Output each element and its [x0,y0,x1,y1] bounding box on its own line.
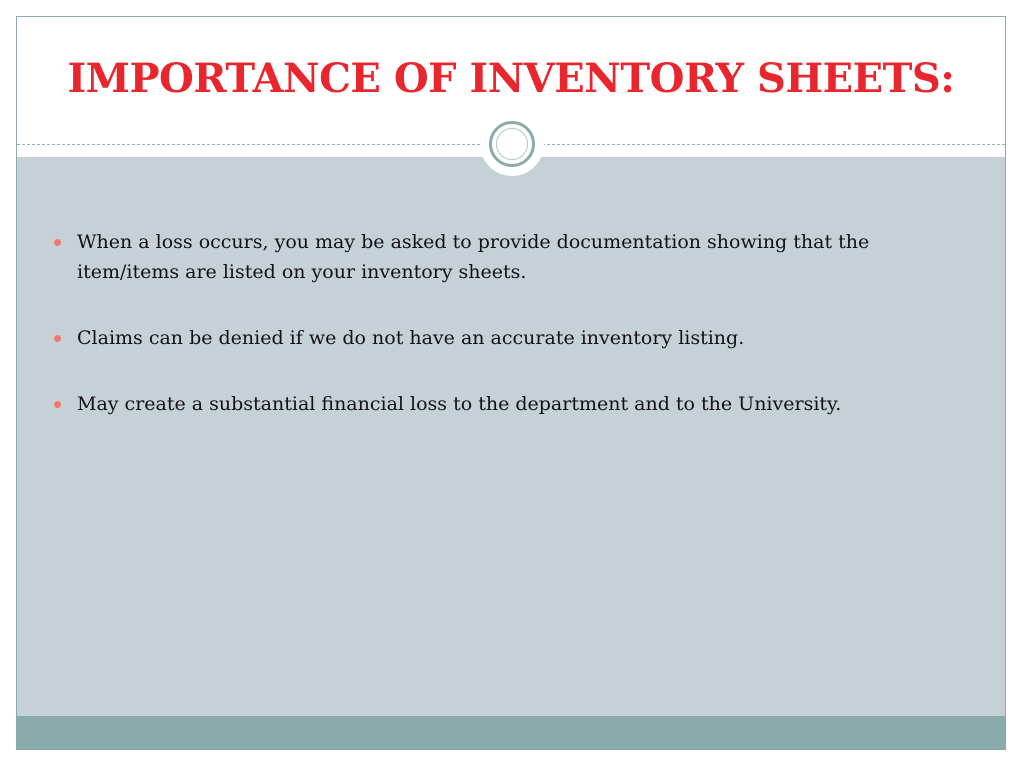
circle-ornament-icon [480,112,544,176]
bullet-item [53,227,973,287]
bullet-dot-icon [54,401,61,408]
bullet-dot-icon [54,239,61,246]
bullet-text: When a loss occurs, you may be asked to provide documentation showing that the item/items are listed on your inventory sheets. [77,231,870,283]
bullet-item [53,323,973,353]
ornament-ring [489,121,535,167]
ornament-inner-ring [496,128,528,160]
slide-title: IMPORTANCE OF INVENTORY SHEETS: [67,55,955,102]
slide [16,16,1006,750]
bullet-item [53,389,973,419]
bullet-text: May create a substantial financial loss to the department and to the University. [77,393,842,415]
bullet-dot-icon [54,335,61,342]
bullet-text: Claims can be denied if we do not have an accurate inventory listing. [77,327,745,349]
footer-band [17,716,1005,750]
bullet-list [53,227,973,455]
